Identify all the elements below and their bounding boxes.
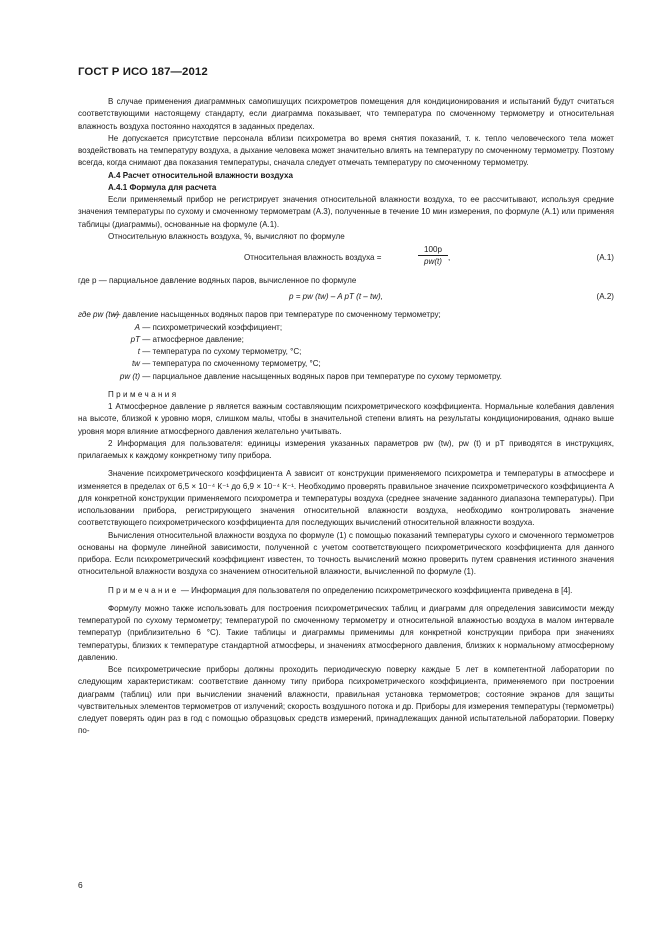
paragraph-calculation: Если применяемый прибор не регистрирует значения относительной влажности воздуха, то ее рассчитывают, используя средние значения температуры по сухому и смоченному термометрам (А.3), полученные в течение 10 мин измерения, по формуле (А.1) или применяя таблицы (диаграммы), основанные на формуле (А.1). <box>78 195 614 229</box>
paragraph-where-p: где p — парциальное давление водяных паров, вычисленное по формуле <box>78 276 357 285</box>
formula-a1-lhs: Относительная влажность воздуха = <box>244 253 382 262</box>
formula-a1 <box>78 243 614 275</box>
definition-a <box>78 322 614 334</box>
document-body <box>78 96 614 738</box>
paragraph-coefficient-a: Значение психрометрического коэффициента A зависит от конструкции применяемого психрометра и температуры в атмосфере и изменяется в пределах от 6,5 × 10⁻⁴ К⁻¹ до 6,9 × 10⁻⁴ К⁻¹. Необходимо проверять правильное значение психрометрического коэффициента A для конкретной конструкции применяемого психрометра и температуры воздуха (среднее значение заданного диапазона температуры). При использовании прибора, регистрирующего значения относительной влажности воздуха, необходимо контролировать значение соответствующего психрометрического коэффициента для последующих вычислений относительной влажности воздуха. <box>78 469 614 528</box>
paragraph-periodic-verification: Все психрометрические приборы должны проходить периодическую поверку каждые 5 лет в компетентной лаборатории по следующим характеристикам: соответствие данному типу прибора психрометрического коэффициента, применяемого при построении диаграмм (таблиц) или при вычислении значений влажности, правильная установка термометров; состояние экранов для защиты чувствительных элементов термометров от излучений; скорость воздушного потока и др. Приборы для измерения температуры (термометры) следует поверять один раз в год с помощью образцовых средств измерений, принадлежащих данной испытательной лаборатории. Поверку по- <box>78 665 614 736</box>
definition-text: — давление насыщенных водяных паров при температуре по смоченному термометру; <box>112 310 441 320</box>
definition-t <box>78 346 614 358</box>
definition-pt <box>78 334 614 346</box>
definition-symbol: pT <box>130 334 140 344</box>
definition-text: — атмосферное давление; <box>142 334 244 344</box>
formula-a1-number: (А.1) <box>596 253 614 262</box>
section-heading-a41: А.4.1 Формула для расчета <box>108 182 217 192</box>
paragraph-linear-calculation: Вычисления относительной влажности воздуха по формуле (1) с помощью показаний температуры сухого и смоченного термометров основаны на формуле линейной зависимости, полученной с учетом соответствующего психрометрического коэффициента для данного прибора. Если психрометрический коэффициент известен, то точность вычислений можно проверить путем сравнения истинного значения относительной влажности воздуха со значением относительной влажности, вычисленной по формуле (1). <box>78 530 614 577</box>
formula-a1-denominator: pw(t) <box>424 257 442 266</box>
definition-tw <box>78 358 614 370</box>
formula-a1-comma: , <box>448 253 451 262</box>
note-3-text: — Информация для пользователя по определению психрометрического коэффициента приведена в [4]. <box>178 585 573 595</box>
definition-text: — парциальное давление насыщенных водяных паров при температуре по сухому термометру. <box>142 371 502 381</box>
definition-text: — температура по смоченному термометру, °С; <box>142 359 321 369</box>
definition-text: — температура по сухому термометру, °С; <box>142 347 302 356</box>
definition-symbol: t <box>137 347 140 356</box>
note-3-label: Примечание <box>108 585 179 595</box>
section-heading-a4: А.4 Расчет относительной влажности воздуха <box>108 170 293 180</box>
definition-symbol: A <box>134 322 140 332</box>
paragraph-tables-diagrams: Формулу можно также использовать для построения психрометрических таблиц и диаграмм для определения зависимости между температурой по сухому термометру; температурой по смоченному термометру и относительной влажностью воздуха в малом интервале температур (приблизительно 6 °С). Такие таблицы и диаграммы применимы для конкретной конструкции прибора при значениях температуры, близких к температуре стандартной атмосферы, и значениях атмосферного давления, близких к нормальному атмосферному давлению. <box>78 603 614 662</box>
formula-a1-numerator: 100p <box>418 244 448 256</box>
formula-a2-number: (А.2) <box>596 292 614 302</box>
symbol-definitions <box>78 309 614 383</box>
notes-title: Примечания <box>108 389 179 399</box>
paragraph-psychrometer-recorders: В случае применения диаграммных самопишущих психрометров помещения для кондиционирования и испытаний будут считаться соответствующими настоящему стандарту, если диаграмма показывает, что температура по смоченному термометру и относительная влажность воздуха постоянно находятся в заданных пределах. <box>78 97 614 131</box>
formula-a2-expression: p = pw (tw) – A pT (t – tw), <box>289 292 383 302</box>
definition-symbol: где pw (tw) <box>78 310 119 320</box>
definition-pw-t <box>78 371 614 383</box>
note-3 <box>78 585 614 597</box>
paragraph-formula-intro: Относительную влажность воздуха, %, вычисляют по формуле <box>108 231 345 241</box>
definition-symbol: tw <box>131 359 140 369</box>
note-2: 2 Информация для пользователя: единицы измерения указанных параметров pw (tw), pw (t) и pT приводятся в инструкциях, прилагаемых к каждому конкретному типу прибора. <box>78 438 614 460</box>
paragraph-personnel-presence: Не допускается присутствие персонала вблизи психрометра во время снятия показаний, т. к. тепло человеческого тела может воздействовать на температуру воздуха, а дыхание человека может значительно влиять на температуру по смоченному термометру. Поэтому всегда, когда снимают два показания температуры, сначала следует отмечать температуру по смоченному термометру. <box>78 133 614 168</box>
definition-symbol: pw (t) <box>119 371 140 381</box>
page-number: 6 <box>78 880 83 890</box>
definition-pw-tw <box>78 309 614 321</box>
document-header: ГОСТ Р ИСО 187—2012 <box>78 66 208 78</box>
formula-a2 <box>78 287 614 309</box>
note-1: 1 Атмосферное давление p является важным составляющим психрометрического коэффициента. Нормальные колебания давления на высоте, близкой к уровню моря, слишком малы, чтобы в значительной степени влиять на результаты кондиционирования, однако выше уровня моря влияние атмосферного давления желательно учитывать. <box>78 402 614 436</box>
formula-a1-fraction <box>418 244 451 268</box>
definition-text: — психрометрический коэффициент; <box>142 322 283 332</box>
